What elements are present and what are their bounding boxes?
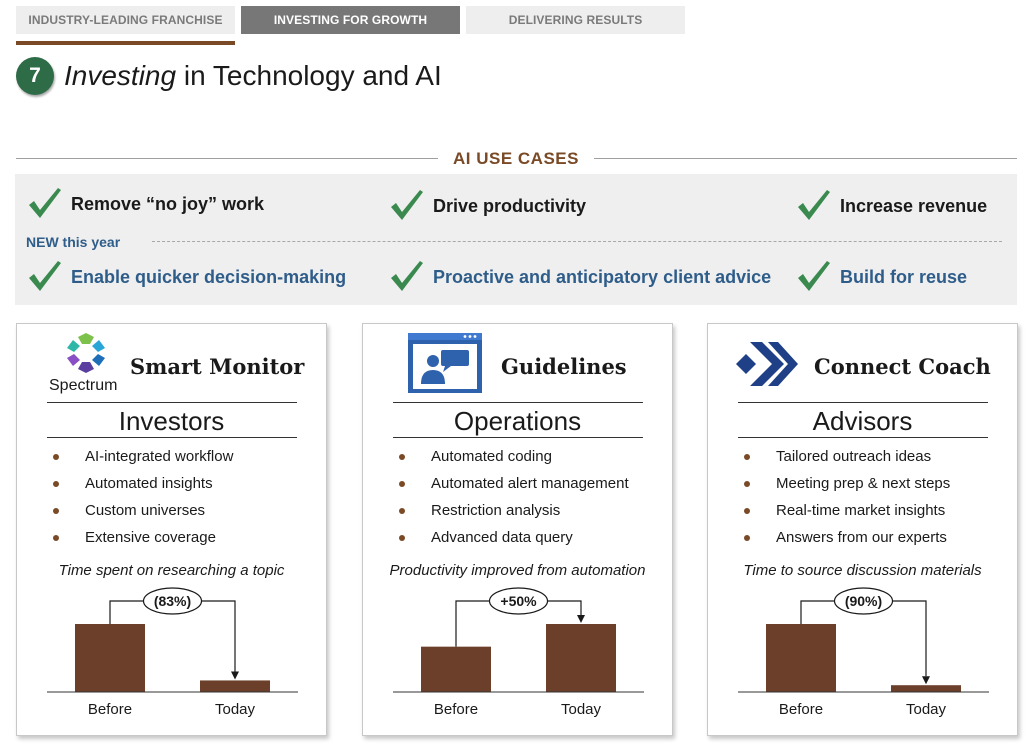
use-case-label: Drive productivity bbox=[433, 195, 587, 216]
tab-industry-leading-franchise[interactable]: INDUSTRY-LEADING FRANCHISE bbox=[16, 6, 235, 34]
chevrons-right-icon bbox=[734, 334, 798, 394]
card-bullet-list bbox=[395, 447, 629, 555]
bullet-dot bbox=[744, 481, 750, 487]
list-item bbox=[49, 474, 233, 501]
bar-before bbox=[421, 647, 491, 692]
page-title-rest: in Technology and AI bbox=[176, 60, 442, 91]
use-cases-header: AI USE CASES bbox=[453, 149, 579, 168]
use-case-item-new bbox=[27, 261, 346, 293]
change-label: (90%) bbox=[844, 593, 883, 609]
metric-chart bbox=[708, 584, 1019, 734]
use-case-label: Proactive and anticipatory client advice bbox=[433, 266, 772, 287]
card-tool-name: Smart Monitor bbox=[130, 354, 305, 379]
change-label: +50% bbox=[500, 593, 537, 609]
arrow-down-icon bbox=[577, 615, 585, 623]
bar-today bbox=[200, 680, 270, 692]
bullet-dot bbox=[53, 508, 59, 514]
bullet-dot bbox=[53, 535, 59, 541]
metric-caption: Time spent on researching a topic bbox=[58, 562, 285, 579]
list-item bbox=[395, 528, 629, 555]
page-title-emphasis: Investing bbox=[64, 60, 177, 91]
bar-before bbox=[75, 624, 145, 692]
bar-before-label: Before bbox=[433, 701, 479, 718]
use-case-label: Remove “no joy” work bbox=[71, 193, 265, 214]
checkmark-icon bbox=[389, 190, 425, 222]
list-item bbox=[395, 501, 629, 528]
bar-before-label: Before bbox=[87, 701, 133, 718]
checkmark-icon bbox=[389, 261, 425, 293]
card-rule-top bbox=[47, 402, 297, 403]
card-bullet-list bbox=[49, 447, 233, 555]
card-rule-top bbox=[738, 402, 988, 403]
bullet-text: Restriction analysis bbox=[431, 502, 561, 519]
list-item bbox=[740, 528, 950, 555]
bar-before bbox=[766, 624, 836, 692]
dashed-divider bbox=[152, 241, 1002, 242]
bullet-text: Tailored outreach ideas bbox=[776, 448, 932, 465]
list-item bbox=[49, 501, 233, 528]
new-this-year-label: NEW this year bbox=[26, 234, 121, 250]
bar-today-label: Today bbox=[560, 701, 602, 718]
list-item bbox=[740, 501, 950, 528]
bullet-dot bbox=[53, 454, 59, 460]
checkmark-icon bbox=[796, 261, 832, 293]
card-rule-bottom bbox=[47, 437, 297, 438]
page-title bbox=[64, 60, 442, 92]
bar-today bbox=[891, 685, 961, 692]
divider-left bbox=[16, 158, 438, 159]
bullet-text: Automated insights bbox=[85, 475, 213, 492]
bullet-dot bbox=[744, 508, 750, 514]
bar-before-label: Before bbox=[778, 701, 824, 718]
bullet-dot bbox=[399, 481, 405, 487]
card-guidelines bbox=[362, 323, 673, 736]
bullet-text: Automated coding bbox=[431, 448, 552, 465]
change-label: (83%) bbox=[153, 593, 192, 609]
card-tool-name: Guidelines bbox=[501, 354, 627, 379]
bullet-dot bbox=[399, 454, 405, 460]
card-audience: Investors bbox=[118, 406, 225, 436]
use-case-label: Increase revenue bbox=[840, 195, 988, 216]
list-item bbox=[740, 474, 950, 501]
card-tool-name: Connect Coach bbox=[814, 354, 991, 379]
bullet-dot bbox=[399, 535, 405, 541]
bullet-text: Custom universes bbox=[85, 502, 206, 519]
bullet-dot bbox=[53, 481, 59, 487]
use-case-item bbox=[389, 190, 586, 222]
card-rule-bottom bbox=[738, 437, 988, 438]
use-case-item bbox=[27, 188, 264, 220]
divider-right bbox=[594, 158, 1017, 159]
use-case-item-new bbox=[389, 261, 771, 293]
tab-investing-for-growth[interactable]: INVESTING FOR GROWTH bbox=[241, 6, 460, 34]
card-connect-coach bbox=[707, 323, 1018, 736]
bullet-text: AI-integrated workflow bbox=[85, 448, 234, 465]
metric-caption: Productivity improved from automation bbox=[389, 562, 646, 579]
spectrum-logo-icon bbox=[63, 330, 109, 376]
bullet-text: Advanced data query bbox=[431, 529, 573, 546]
arrow-down-icon bbox=[922, 676, 930, 684]
bar-today bbox=[546, 624, 616, 692]
card-smart-monitor bbox=[16, 323, 327, 736]
bullet-dot bbox=[744, 454, 750, 460]
list-item bbox=[740, 447, 950, 474]
bullet-text: Real-time market insights bbox=[776, 502, 946, 519]
checkmark-icon bbox=[27, 261, 63, 293]
metric-chart bbox=[363, 584, 674, 734]
card-rule-bottom bbox=[393, 437, 643, 438]
card-bullet-list bbox=[740, 447, 950, 555]
use-case-label: Build for reuse bbox=[840, 266, 968, 287]
section-number-badge: 7 bbox=[16, 57, 54, 95]
bullet-text: Meeting prep & next steps bbox=[776, 475, 951, 492]
spectrum-wordmark: Spectrum bbox=[49, 377, 118, 394]
card-audience: Operations bbox=[453, 406, 582, 436]
bullet-text: Answers from our experts bbox=[776, 529, 947, 546]
list-item bbox=[49, 528, 233, 555]
card-rule-top bbox=[393, 402, 643, 403]
bullet-dot bbox=[399, 508, 405, 514]
list-item bbox=[49, 447, 233, 474]
use-case-item-new bbox=[796, 261, 967, 293]
bullet-dot bbox=[744, 535, 750, 541]
bullet-text: Automated alert management bbox=[431, 475, 629, 492]
tab-delivering-results[interactable]: DELIVERING RESULTS bbox=[466, 6, 685, 34]
active-tab-underline bbox=[16, 41, 235, 45]
bullet-text: Extensive coverage bbox=[85, 529, 216, 546]
arrow-down-icon bbox=[231, 671, 239, 679]
bar-today-label: Today bbox=[905, 701, 947, 718]
metric-chart bbox=[17, 584, 328, 734]
bar-today-label: Today bbox=[214, 701, 256, 718]
checkmark-icon bbox=[27, 188, 63, 220]
use-case-label: Enable quicker decision-making bbox=[71, 266, 347, 287]
chat-presenter-icon bbox=[407, 332, 483, 394]
use-case-item bbox=[796, 190, 987, 222]
list-item bbox=[395, 474, 629, 501]
checkmark-icon bbox=[796, 190, 832, 222]
list-item bbox=[395, 447, 629, 474]
metric-caption: Time to source discussion materials bbox=[743, 562, 982, 579]
card-audience: Advisors bbox=[812, 406, 913, 436]
